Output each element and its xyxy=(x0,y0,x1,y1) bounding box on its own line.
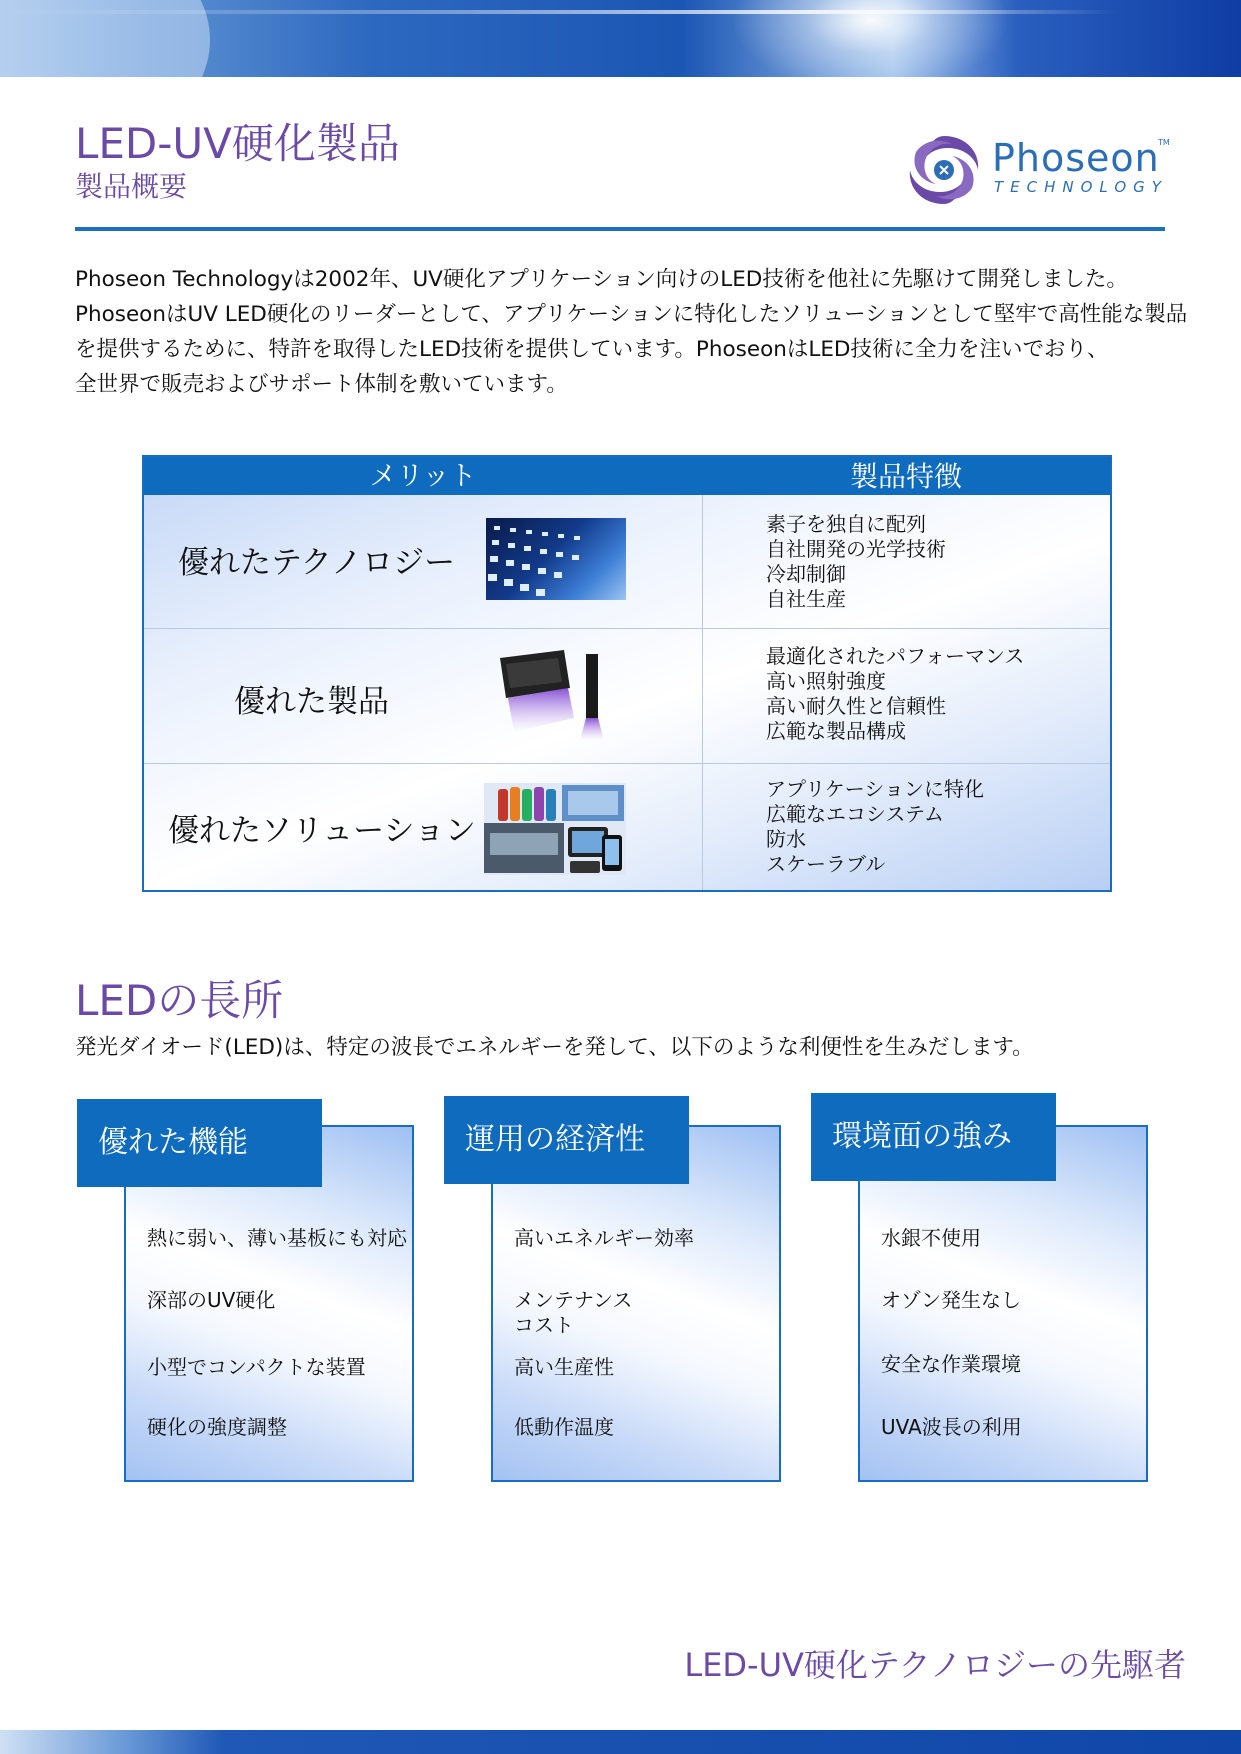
card-item: 小型でコンパクトな装置 xyxy=(147,1355,366,1379)
merit-row-products xyxy=(144,628,1110,763)
feature-item: スケーラブル xyxy=(766,852,886,876)
feature-item: 広範な製品構成 xyxy=(766,719,906,743)
feature-item: 素子を独自に配列 xyxy=(766,512,926,536)
card-item: オゾン発生なし xyxy=(881,1288,1021,1312)
intro-line: 全世界で販売およびサポート体制を敷いています。 xyxy=(75,372,568,397)
feature-item: 冷却制御 xyxy=(766,562,846,586)
logo-trademark: TM xyxy=(1158,138,1170,147)
feature-item: アプリケーションに特化 xyxy=(766,777,984,801)
card-item: 水銀不使用 xyxy=(881,1226,981,1250)
benefit-card-environment xyxy=(811,1090,1151,1485)
benefit-card-function xyxy=(77,1090,417,1485)
header-divider xyxy=(75,227,1165,231)
logo-brand-text: Phoseon xyxy=(992,136,1160,180)
feature-item: 自社開発の光学技術 xyxy=(766,537,946,561)
merit-table xyxy=(142,455,1112,892)
banner-light-flare xyxy=(720,0,1020,77)
merit-column-header: メリット xyxy=(369,461,477,492)
footer-slogan: LED-UV硬化テクノロジーの先駆者 xyxy=(684,1646,1186,1684)
led-section-description: 発光ダイオード(LED)は、特定の波長でエネルギーを発して、以下のような利便性を生みだします。 xyxy=(75,1035,1034,1060)
card-item: 熱に弱い、薄い基板にも対応 xyxy=(147,1226,407,1250)
feature-item: 高い耐久性と信頼性 xyxy=(766,694,946,718)
card-item: 高い生産性 xyxy=(514,1355,614,1379)
features-column-header: 製品特徴 xyxy=(849,460,962,493)
uv-lamp-products-image xyxy=(494,648,614,743)
merit-row-solutions xyxy=(144,763,1110,892)
led-section-title: LEDの長所 xyxy=(75,976,284,1025)
feature-item: 最適化されたパフォーマンス xyxy=(766,644,1025,668)
intro-line: PhoseonはUV LED硬化のリーダーとして、アプリケーションに特化したソリューションとして堅牢で高性能な製品 xyxy=(75,302,1188,327)
page-subtitle: 製品概要 xyxy=(75,170,188,203)
row-divider xyxy=(144,763,1110,764)
features-list xyxy=(766,512,946,612)
features-list xyxy=(766,777,984,877)
banner-light-streak xyxy=(0,10,1241,14)
card-title: 優れた機能 xyxy=(77,1099,322,1187)
intro-line: を提供するために、特許を取得したLED技術を提供しています。PhoseonはLED技術に全力を注いでおり、 xyxy=(75,337,1109,362)
card-item: UVA波長の利用 xyxy=(881,1415,1022,1439)
logo-tagline: TECHNOLOGY xyxy=(994,178,1168,196)
page-title: LED-UV硬化製品 xyxy=(75,119,400,168)
feature-item: 高い照射強度 xyxy=(766,669,886,693)
card-item: 低動作温度 xyxy=(514,1415,614,1439)
phoseon-logo xyxy=(900,130,1170,210)
benefit-card-economy xyxy=(444,1090,784,1485)
merit-label: 優れた製品 xyxy=(234,684,389,720)
merit-label: 優れたソリューション xyxy=(168,813,476,849)
feature-item: 広範なエコシステム xyxy=(766,802,944,826)
card-item: メンテナンス コスト xyxy=(514,1288,633,1337)
bottom-banner xyxy=(0,1730,1241,1754)
card-title: 運用の経済性 xyxy=(444,1096,689,1184)
card-title: 環境面の強み xyxy=(811,1093,1056,1181)
feature-item: 自社生産 xyxy=(766,587,846,611)
features-list xyxy=(766,644,1024,744)
card-item: 深部のUV硬化 xyxy=(147,1288,276,1312)
card-item: 安全な作業環境 xyxy=(881,1352,1021,1376)
merit-row-technology xyxy=(144,495,1110,628)
led-array-image xyxy=(486,518,626,600)
merit-table-header xyxy=(144,457,1110,495)
feature-item: 防水 xyxy=(766,827,806,851)
phoseon-swirl-icon xyxy=(900,130,988,210)
merit-label: 優れたテクノロジー xyxy=(178,545,456,581)
card-item: 硬化の強度調整 xyxy=(147,1415,287,1439)
applications-collage-image xyxy=(484,783,626,875)
intro-paragraph xyxy=(75,262,1188,402)
row-divider xyxy=(144,628,1110,629)
intro-line: Phoseon Technologyは2002年、UV硬化アプリケーション向けのLED技術を他社に先駆けて開発しました。 xyxy=(75,267,1128,292)
card-item: 高いエネルギー効率 xyxy=(514,1226,694,1250)
top-banner xyxy=(0,0,1241,77)
